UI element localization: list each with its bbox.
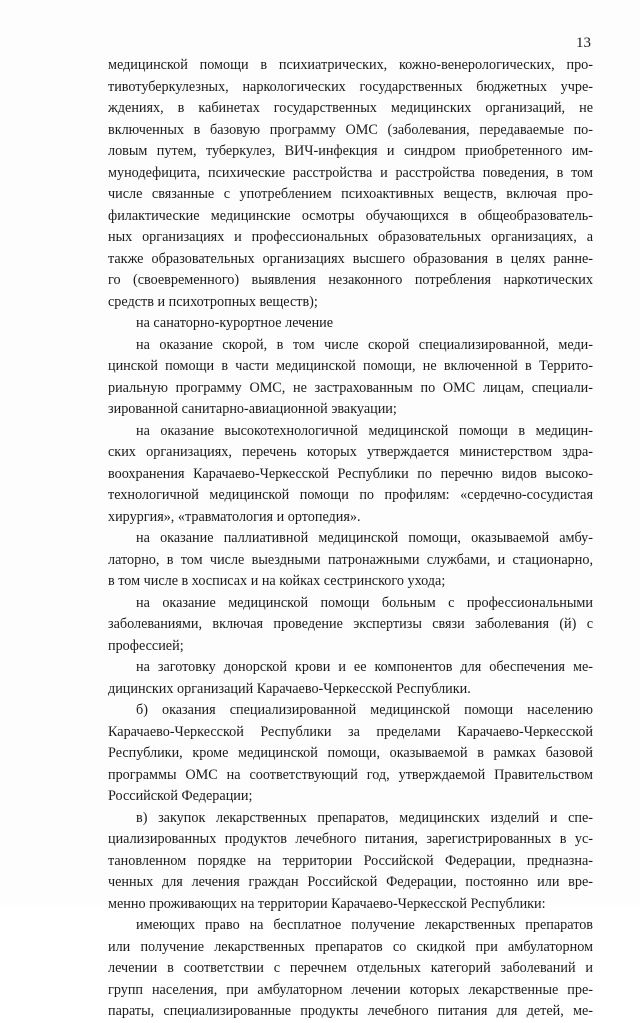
text-line: на оказание медицинской помощи больным с профессиональными [136, 594, 593, 611]
text-line: ждениях, в кабинетах государственных медицинских организаций, не [108, 100, 593, 116]
text-line: числе связанные с употреблением психоактивных веществ, включая про- [108, 186, 593, 202]
text-line: тивотуберкулезных, наркологических государственных бюджетных учре- [108, 78, 593, 95]
text-line: хирургия», «травматология и ортопедия». [108, 508, 361, 525]
text-line: на заготовку донорской крови и ее компонентов для обеспечения ме- [136, 659, 593, 675]
text-line: менно проживающих на территории Карачаево-Черкесской Республики: [108, 895, 546, 912]
text-line: параты, специализированные продукты лечебного питания для детей, ме- [108, 1003, 593, 1019]
text-line: заболеваниями, включая проведение экспертизы связи заболевания (й) с [108, 616, 593, 632]
text-line: мунодефицита, психические расстройства и расстройства поведения, в том [108, 164, 593, 181]
text-line: на оказание паллиативной медицинской помощи, оказываемой амбу- [136, 530, 593, 546]
text-line: циализированных продуктов лечебного питания, зарегистрированных в ус- [108, 831, 593, 847]
text-line: на оказание скорой, в том числе скорой специализированной, меди- [136, 336, 593, 353]
text-line: профессией; [108, 637, 184, 654]
page-number: 13 [576, 35, 591, 51]
text-line: на оказание высокотехнологичной медицинской помощи в медицин- [136, 422, 593, 439]
text-line: включенных в базовую программу ОМС (заболевания, передаваемые по- [108, 121, 593, 138]
text-line: технологичной медицинской помощи по профилям: «сердечно-сосудистая [108, 487, 593, 503]
text-line: цинской помощи в части медицинской помощи, не включенной в Террито- [108, 358, 593, 374]
text-line: го (своевременного) выявления незаконного потребления наркотических [108, 272, 593, 288]
text-line: филактические медицинские осмотры обучающихся в общеобразователь- [108, 207, 593, 224]
body-text [108, 55, 593, 1023]
text-line: Российской Федерации; [108, 788, 253, 804]
text-line: ских организациях, перечень которых утверждается министерством здра- [108, 444, 593, 460]
text-line: тановленном порядке на территории Российской Федерации, предназна- [108, 852, 593, 869]
text-line: Республики, кроме медицинской помощи, оказываемой в рамках базовой [108, 745, 593, 761]
text-line: лечении в соответствии с перечнем отдельных категорий заболеваний и [108, 960, 593, 976]
text-line: ченных для лечения граждан Российской Федерации, постоянно или вре- [108, 874, 593, 890]
text-line: программы ОМС на соответствующий год, утверждаемой Правительством [108, 766, 593, 783]
text-line: Карачаево-Черкесской Республики за пределами Карачаево-Черкесской [108, 723, 593, 740]
text-line: риальную программу ОМС, не застрахованным по ОМС лицам, специали- [108, 379, 593, 396]
text-line: б) оказания специализированной медицинской помощи населению [136, 702, 593, 718]
text-line: или получение лекарственных препаратов со скидкой при амбулаторном [108, 938, 593, 955]
text-line: на санаторно-курортное лечение [136, 315, 334, 331]
text-line: групп населения, при амбулаторном лечении которых лекарственные пре- [108, 981, 593, 998]
text-line: дицинских организаций Карачаево-Черкесской Республики. [108, 680, 471, 697]
text-line: в том числе в хосписах и на койках сестринского ухода; [108, 573, 446, 589]
text-line: имеющих право на бесплатное получение лекарственных препаратов [136, 917, 593, 933]
text-line: зированной санитарно-авиационной эвакуации; [108, 401, 397, 417]
text-line: ловым путем, туберкулез, ВИЧ-инфекция и синдром приобретенного им- [108, 143, 593, 159]
text-line: средств и психотропных веществ); [108, 293, 318, 310]
text-line: в) закупок лекарственных препаратов, медицинских изделий и спе- [136, 809, 593, 826]
text-line: воохранения Карачаево-Черкесской Республики по перечню видов высоко- [108, 465, 593, 482]
text-line: ных организациях и профессиональных образовательных организациях, а [108, 229, 593, 245]
text-line: латорно, в том числе выездными патронажными службами, и стационарно, [108, 551, 593, 568]
text-line: также образовательных организациях высшего образования в целях ранне- [108, 250, 593, 267]
text-line: медицинской помощи в психиатрических, кожно-венерологических, про- [108, 57, 593, 73]
